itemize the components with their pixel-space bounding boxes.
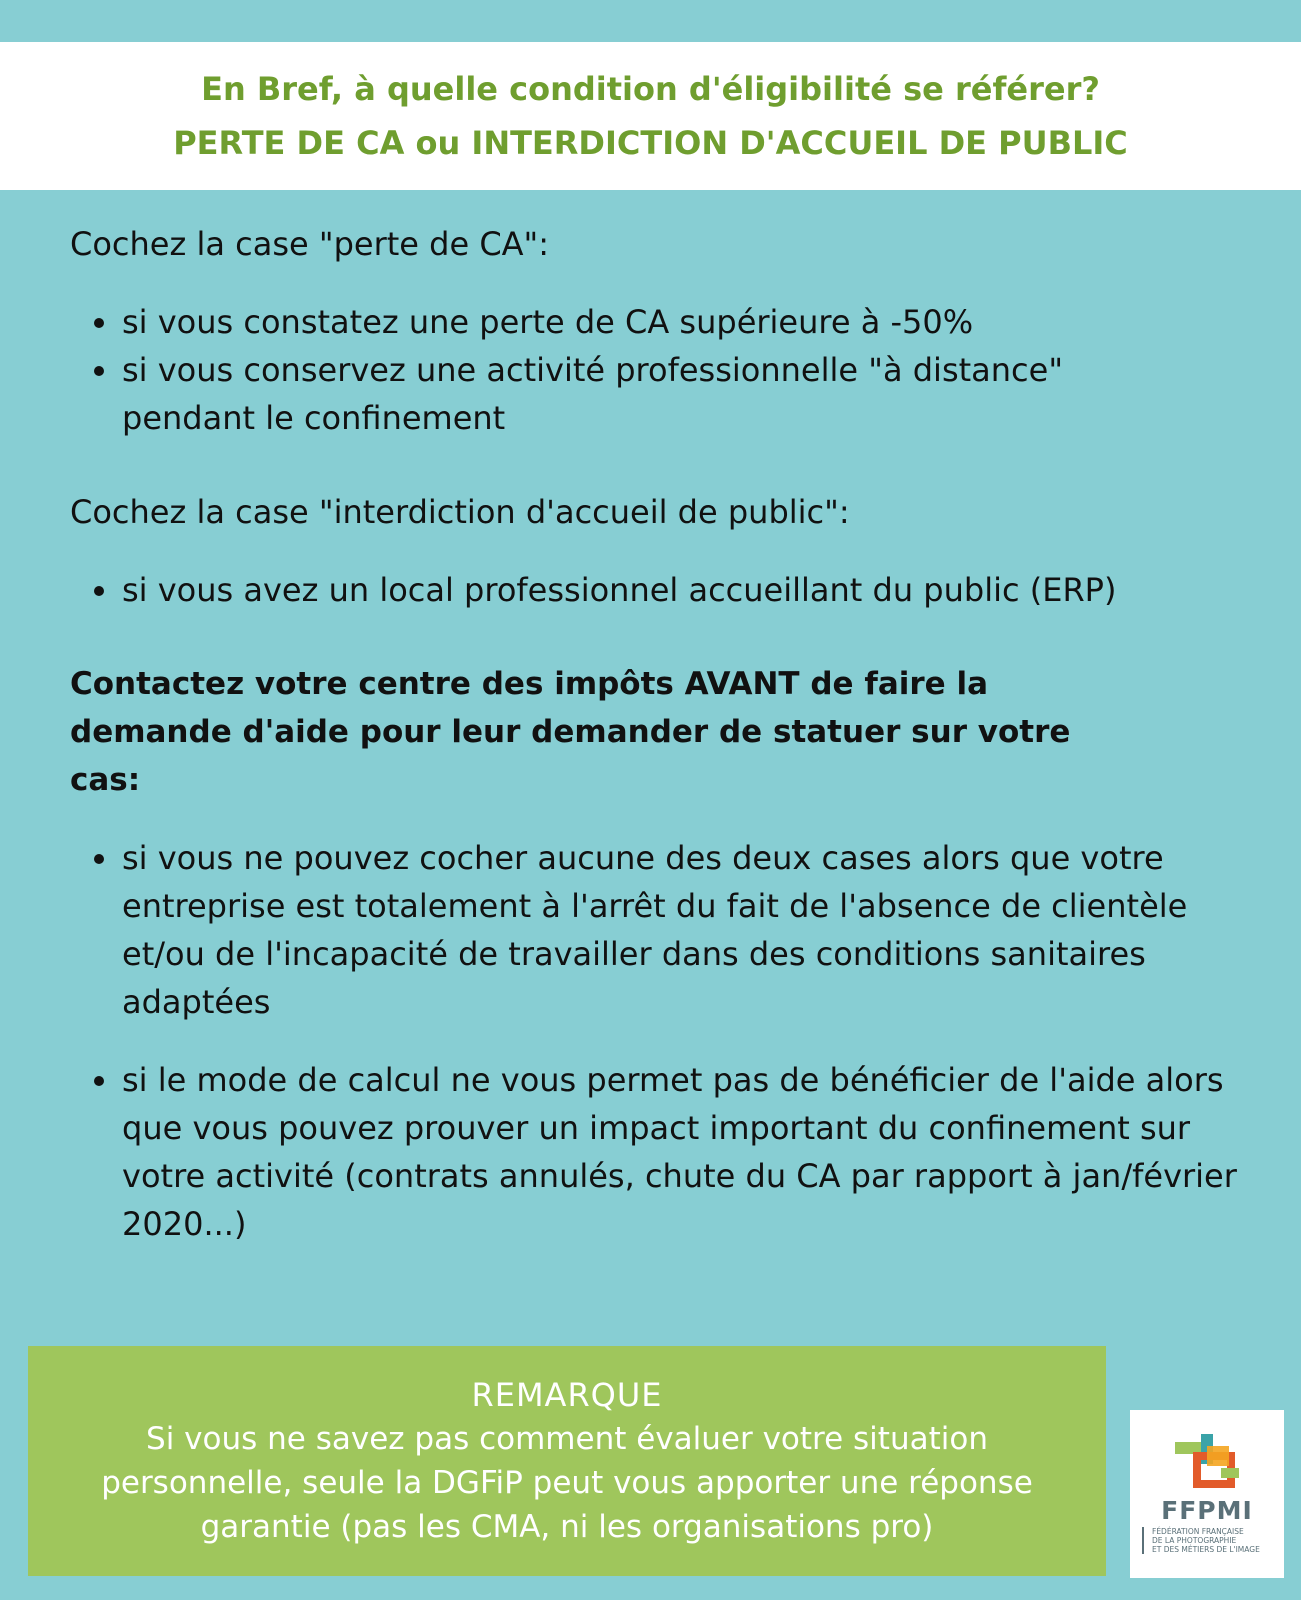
logo-subtitle: [1142, 1527, 1272, 1554]
list-item: si vous constatez une perte de CA supérieure à -50%: [70, 298, 1250, 346]
logo-subtitle-line: DE LA PHOTOGRAPHIE: [1152, 1536, 1237, 1545]
section-heading-contact: Contactez votre centre des impôts AVANT de faire la demande d'aide pour leur demander de statuer sur votre cas:: [70, 666, 1071, 798]
list-interdiction: [70, 566, 1250, 614]
list-item: si le mode de calcul ne vous permet pas de bénéficier de l'aide alors que vous pouvez prouver un impact important du confinement sur votre activité (contrats annulés, chute du CA par rapport à jan/février 2020...): [70, 1056, 1250, 1248]
remark-text: Si vous ne savez pas comment évaluer votre situation personnelle, seule la DGFiP peut vous apporter une réponse garantie (pas les CMA, ni les organisations pro): [101, 1421, 1033, 1545]
logo-subtitle-line: FÉDÉRATION FRANÇAISE: [1152, 1527, 1244, 1536]
list-contact: [70, 834, 1250, 1248]
header-title-line2: PERTE DE CA ou INTERDICTION D'ACCUEIL DE PUBLIC: [173, 124, 1128, 162]
header-title-line1: En Bref, à quelle condition d'éligibilité se référer?: [201, 70, 1100, 108]
list-item: si vous conservez une activité professionnelle "à distance" pendant le confinement: [70, 346, 1102, 442]
remark-box: [28, 1346, 1106, 1576]
main-content: [70, 220, 1250, 1248]
list-perte: [70, 298, 1250, 442]
ffpmi-logo: [1130, 1410, 1284, 1578]
logo-name: FFPMI: [1161, 1496, 1253, 1525]
list-item: si vous avez un local professionnel accueillant du public (ERP): [70, 566, 1250, 614]
list-item: si vous ne pouvez cocher aucune des deux cases alors que votre entreprise est totalement à l'arrêt du fait de l'absence de clientèle et/ou de l'incapacité de travailler dans des conditions sanitaires adaptées: [70, 834, 1202, 1026]
header-banner: [0, 42, 1301, 190]
section-heading-interdiction: Cochez la case "interdiction d'accueil de public":: [70, 493, 850, 531]
ffpmi-logo-mark-icon: [1167, 1424, 1247, 1494]
remark-title: REMARQUE: [471, 1376, 663, 1414]
logo-subtitle-line: ET DES MÉTIERS DE L'IMAGE: [1152, 1545, 1260, 1554]
section-heading-perte: Cochez la case "perte de CA":: [70, 225, 550, 263]
